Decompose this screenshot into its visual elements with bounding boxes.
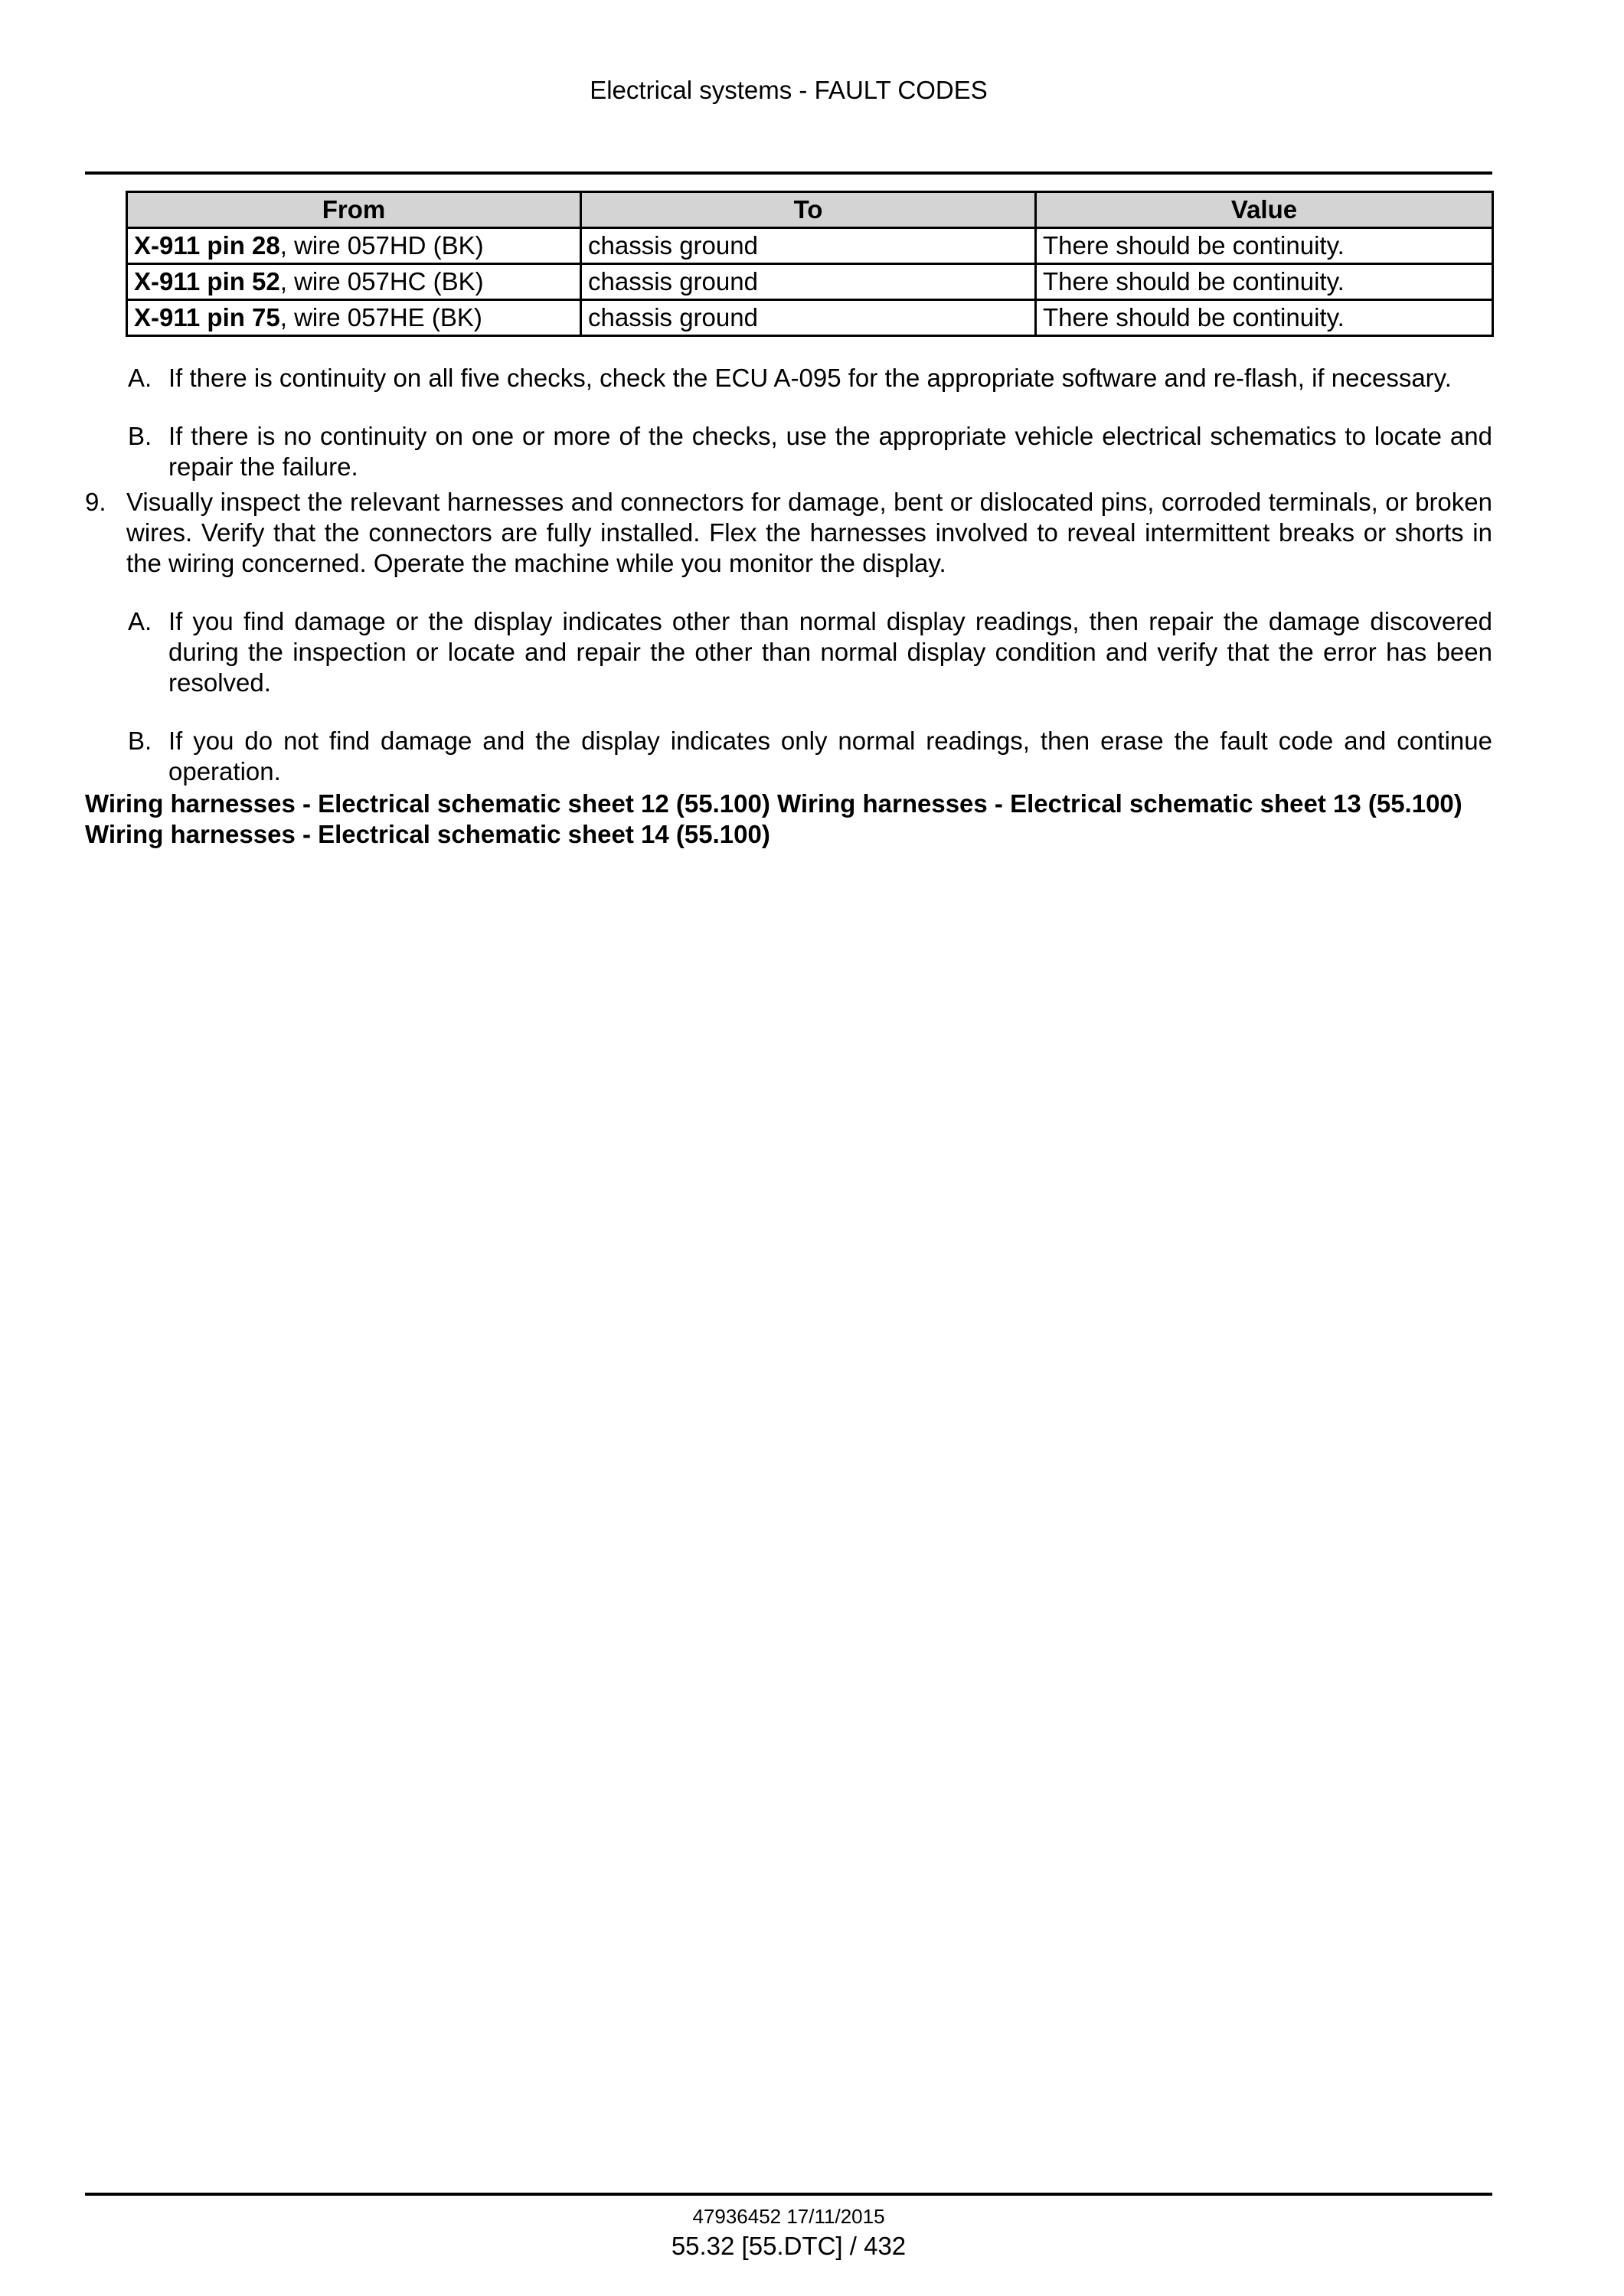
footer-document-id: 47936452 17/11/2015 [692,2205,885,2228]
column-header-value: Value [1036,192,1493,228]
column-header-from: From [127,192,581,228]
column-header-to: To [581,192,1036,228]
table-row [127,264,1493,300]
footer-divider [85,2193,1492,2196]
page-header-title: Electrical systems - FAULT CODES [590,76,988,104]
connector-pin: X-911 pin 28 [134,230,280,260]
substep-marker: B. [128,727,152,755]
cell-value: There should be continuity. [1036,228,1493,264]
header-divider [85,171,1492,175]
cell-to: chassis ground [581,300,1036,336]
substep-marker: A. [128,364,152,392]
connector-pin: X-911 pin 52 [134,266,280,296]
step-marker: 9. [85,488,106,516]
table-row [127,300,1493,336]
table-header-row [127,192,1493,228]
step-9 [85,487,1492,579]
cell-value: There should be continuity. [1036,264,1493,300]
substep-text: If you do not find damage and the display indicates only normal readings, then erase the fault code and continue operation. [168,727,1492,785]
substep-marker: B. [128,422,152,450]
cell-value: There should be continuity. [1036,300,1493,336]
cell-from [127,300,581,336]
wire-id: , wire 057HD (BK) [279,230,484,260]
footer-page-number: 55.32 [55.DTC] / 432 [671,2232,907,2260]
schematic-references[interactable]: Wiring harnesses - Electrical schematic sheet 12 (55.100) Wiring harnesses - Electrical schematic sheet 13 (55.100) Wiring harnesses - Electrical schematic sheet 14 (55.100) [85,789,1462,848]
wire-id: , wire 057HE (BK) [279,302,482,331]
substep-8a [85,363,1492,394]
step-text: Visually inspect the relevant harnesses and connectors for damage, bent or dislocated pins, corroded terminals, or broken wires. Verify that the connectors are fully installed. Flex the harnesses involved to reveal intermittent breaks or shorts in the wiring concerned. Operate the machine while you monitor the display. [126,488,1492,577]
substep-marker: A. [128,607,152,635]
table-row [127,228,1493,264]
cell-to: chassis ground [581,264,1036,300]
procedure-content [85,363,1492,850]
substep-8b [85,421,1492,482]
substep-text: If you find damage or the display indicates other than normal display readings, then repair the damage discovered during the inspection or locate and repair the other than normal display condition and verify that the error has been resolved. [168,607,1492,697]
cell-from [127,228,581,264]
cell-to: chassis ground [581,228,1036,264]
substep-text: If there is continuity on all five checks, check the ECU A-095 for the appropriate software and re-flash, if necessary. [168,364,1452,392]
connector-pin: X-911 pin 75 [134,302,280,331]
continuity-check-table [126,191,1494,337]
substep-9a [85,606,1492,698]
cell-from [127,264,581,300]
substep-9b [85,726,1492,787]
substep-text: If there is no continuity on one or more of the checks, use the appropriate vehicle electrical schematics to locate and repair the failure. [168,422,1492,481]
wire-id: , wire 057HC (BK) [279,266,484,296]
